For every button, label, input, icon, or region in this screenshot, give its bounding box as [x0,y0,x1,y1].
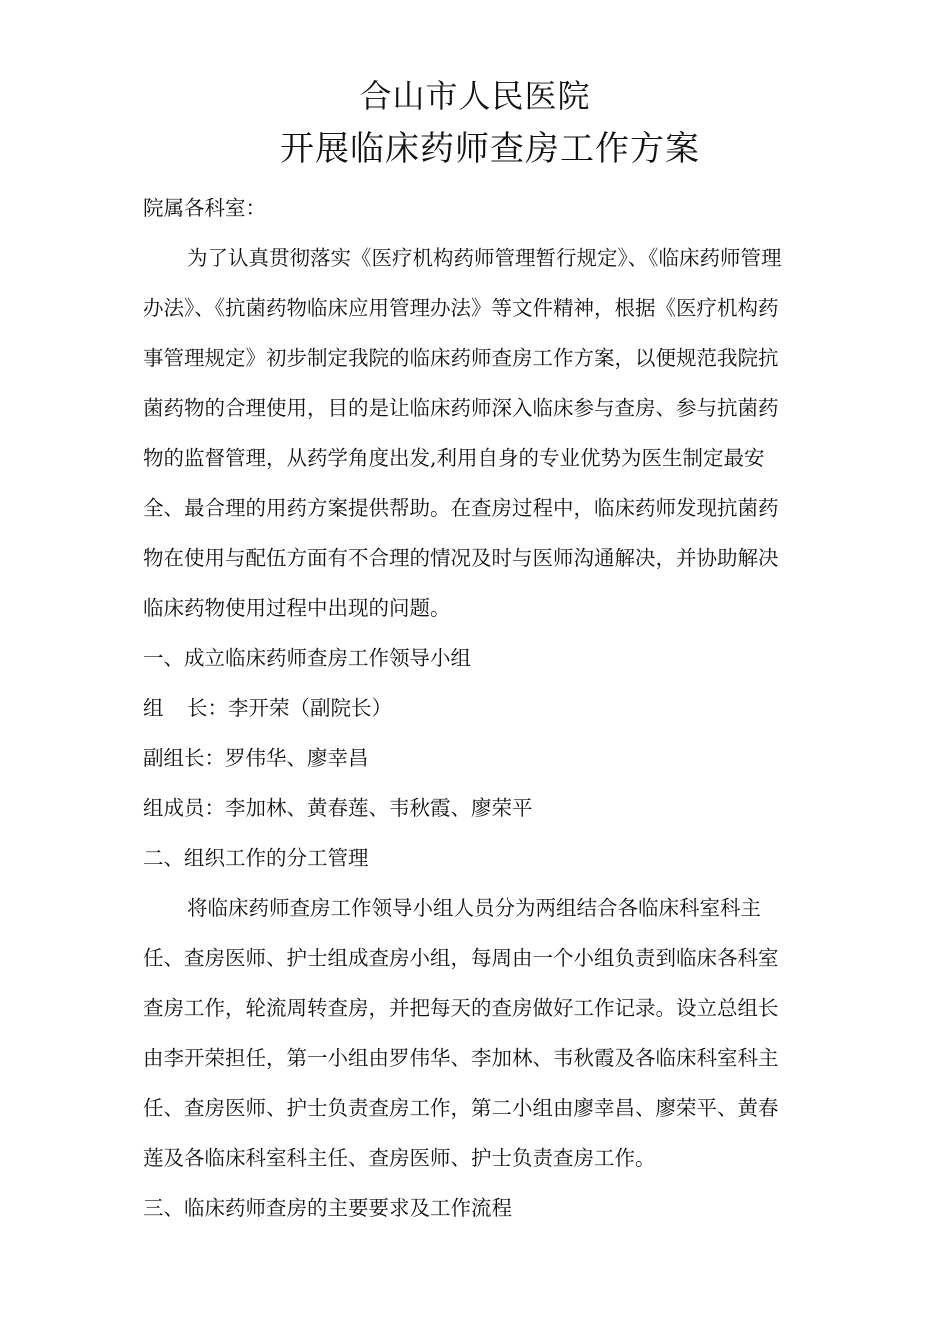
paragraph-line: 莲及各临床科室科主任、查房医师、护士负责查房工作。 [143,1146,656,1170]
paragraph-line: 由李开荣担任，第一小组由罗伟华、李加林、韦秋霞及各临床科室科主 [143,1046,779,1070]
paragraph-line: 任、查房医师、护士组成查房小组，每周由一个小组负责到临床各科室 [143,946,779,970]
section-heading-1: 一、成立临床药师查房工作领导小组 [143,646,471,670]
paragraph-line: 物在使用与配伍方面有不合理的情况及时与医师沟通解决，并协助解决 [143,546,779,570]
paragraph-line: 查房工作，轮流周转查房，并把每天的查房做好工作记录。设立总组长 [143,996,779,1020]
paragraph-line: 将临床药师查房工作领导小组人员分为两组结合各临床科室科主 [187,896,761,920]
members-line: 组成员：李加林、黄春莲、韦秋霞、廖荣平 [143,796,533,820]
paragraph-line: 物的监督管理，从药学角度出发,利用自身的专业优势为医生制定最安 [143,446,765,470]
paragraph-line: 为了认真贯彻落实《医疗机构药师管理暂行规定》、《临床药师管理 [187,246,782,270]
document-body [143,183,865,1233]
paragraph-line: 菌药物的合理使用，目的是让临床药师深入临床参与查房、参与抗菌药 [143,396,779,420]
paragraph-line: 事管理规定》初步制定我院的临床药师查房工作方案，以便规范我院抗 [143,346,779,370]
paragraph-line: 任、查房医师、护士负责查房工作，第二小组由廖幸昌、廖荣平、黄春 [143,1096,779,1120]
leader-label-rest: 长：李开荣（副院长） [187,696,392,720]
paragraph-line: 办法》、《抗菌药物临床应用管理办法》等文件精神，根据《医疗机构药 [143,296,779,320]
salutation: 院属各科室： [143,196,266,220]
paragraph-line: 临床药物使用过程中出现的问题。 [143,596,451,620]
section-heading-3: 三、临床药师查房的主要要求及工作流程 [143,1196,512,1220]
deputy-line: 副组长：罗伟华、廖幸昌 [143,746,369,770]
section-heading-2: 二、组织工作的分工管理 [143,846,369,870]
hospital-title: 合山市人民医院 [359,77,591,115]
plan-title: 开展临床药师查房工作方案 [280,129,700,169]
leader-label-first-char: 组 [143,696,164,720]
paragraph-line: 全、最合理的用药方案提供帮助。在查房过程中，临床药师发现抗菌药 [143,496,779,520]
leader-line [143,683,865,733]
